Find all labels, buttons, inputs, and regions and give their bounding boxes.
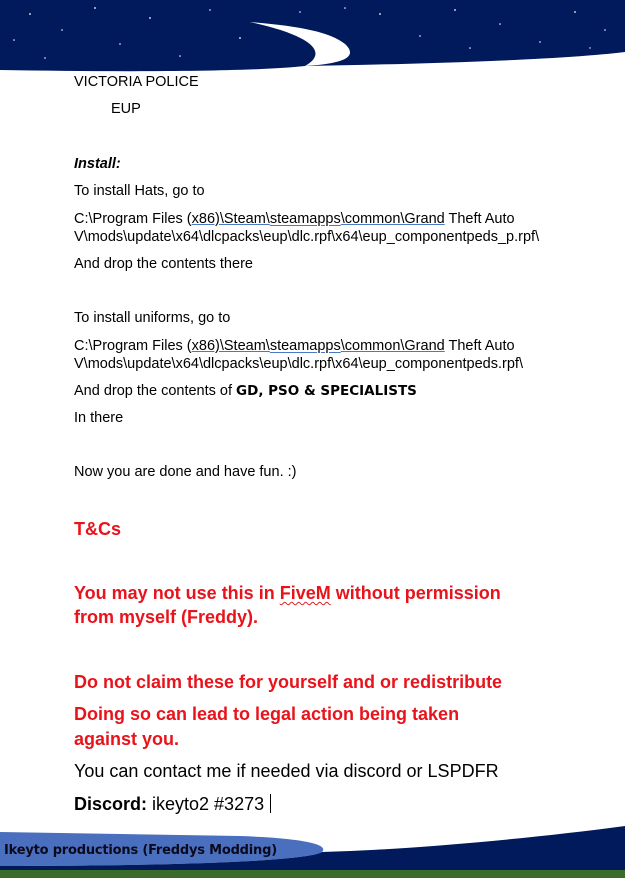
tc-legal-warning-line2: against you. (74, 729, 180, 749)
hats-intro: To install Hats, go to (74, 183, 205, 199)
discord-line (74, 794, 271, 815)
drop-target-bold: GD, PSO & SPECIALISTS (236, 383, 417, 399)
tc-legal-warning-line1: Doing so can lead to legal action being taken (74, 704, 460, 724)
misspelled-word: steamapps (269, 338, 341, 354)
tc-no-fivem-line1 (74, 583, 501, 604)
done-message: Now you are done and have fun. :) (74, 464, 297, 480)
uniforms-install-path-line2: V\mods\update\x64\dlcpacks\eup\dlc.rpf\x64\eup_componentpeds.rpf\ (74, 356, 523, 372)
tc-no-redistribute: Do not claim these for yourself and or redistribute (74, 672, 503, 692)
install-heading: Install: (74, 156, 121, 172)
uniforms-drop-instruction (74, 383, 417, 399)
hats-install-path (74, 211, 515, 227)
footer-credit: Ikeyto productions (Freddys Modding) (4, 843, 277, 858)
tc-text: without permission (330, 583, 501, 603)
uniforms-intro: To install uniforms, go to (74, 310, 231, 326)
tc-no-fivem-line2: from myself (Freddy). (74, 607, 259, 627)
hats-drop-instruction: And drop the contents there (74, 256, 253, 272)
tc-text: You may not use this in (74, 583, 280, 603)
path-segment: x86)\Steam\ (191, 338, 270, 354)
discord-label: Discord: (74, 794, 148, 814)
path-segment: Theft Auto (444, 211, 515, 227)
path-segment: \common\Grand (340, 338, 445, 354)
path-segment: \common\Grand (340, 211, 445, 227)
misspelled-word: steamapps (269, 211, 341, 227)
hats-install-path-line2: V\mods\update\x64\dlcpacks\eup\dlc.rpf\x64\eup_componentpeds_p.rpf\ (74, 229, 540, 245)
text-cursor (270, 794, 271, 813)
uniforms-install-path (74, 338, 515, 354)
uniforms-in-there: In there (74, 410, 124, 426)
document-subtitle: EUP (111, 101, 141, 117)
drop-text: And drop the contents of (74, 383, 237, 399)
misspelled-word: FiveM (279, 583, 331, 603)
path-segment: C:\Program Files ( (74, 338, 192, 354)
path-segment: x86)\Steam\ (191, 211, 270, 227)
path-segment: C:\Program Files ( (74, 211, 192, 227)
document-title: VICTORIA POLICE (74, 74, 199, 90)
tcs-heading: T&Cs (74, 519, 122, 539)
discord-handle: ikeyto2 #3273 (147, 794, 265, 814)
path-segment: Theft Auto (444, 338, 515, 354)
contact-line: You can contact me if needed via discord or LSPDFR (74, 761, 499, 781)
